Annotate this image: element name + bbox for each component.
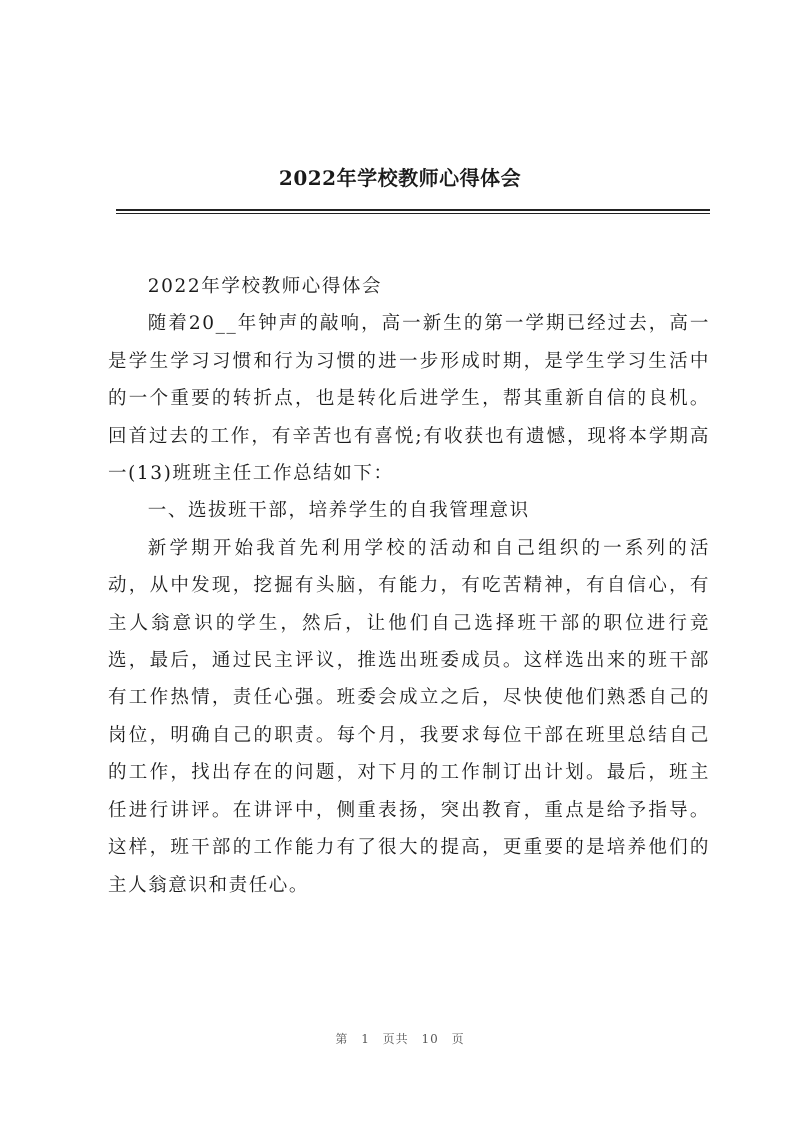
intro-paragraph: 随着20__年钟声的敲响，高一新生的第一学期已经过去，高一是学生学习习惯和行为习惯的进一步形成时期，是学生学习生活中的一个重要的转折点，也是转化后进学生，帮其重新自信的良机。回首过去的工作，有辛苦也有喜悦;有收获也有遗憾，现将本学期高一(13)班班主任工作总结如下： <box>108 313 710 485</box>
footer-mid: 页共 <box>382 1032 409 1046</box>
section-heading-paragraph: 一、选拔班干部，培养学生的自我管理意识 <box>147 500 530 522</box>
footer-prefix: 第 <box>335 1032 349 1046</box>
footer-total-pages: 10 <box>421 1032 439 1046</box>
footer-current-page: 1 <box>361 1032 370 1046</box>
body-subtitle-paragraph: 2022年学校教师心得体会 <box>147 276 383 297</box>
section-body-paragraph: 新学期开始我首先利用学校的活动和自己组织的一系列的活动，从中发现，挖掘有头脑，有能力，有吃苦精神，有自信心，有主人翁意识的学生，然后，让他们自己选择班干部的职位进行竞选，最后，通过民主评议，推选出班委成员。这样选出来的班干部有工作热情，责任心强。班委会成立之后，尽快使他们熟悉自己的岗位，明确自己的职责。每个月，我要求每位干部在班里总结自己的工作，找出存在的问题，对下月的工作制订出计划。最后，班主任进行讲评。在讲评中，侧重表扬，突出教育，重点是给予指导。这样，班干部的工作能力有了很大的提高，更重要的是培养他们的主人翁意识和责任心。 <box>108 537 710 896</box>
document-body <box>108 268 710 904</box>
footer-suffix: 页 <box>451 1032 465 1046</box>
title-divider <box>116 209 710 211</box>
page-footer <box>0 1030 800 1047</box>
title-divider-thin <box>116 213 710 214</box>
document-title: 2022年学校教师心得体会 <box>278 166 522 190</box>
